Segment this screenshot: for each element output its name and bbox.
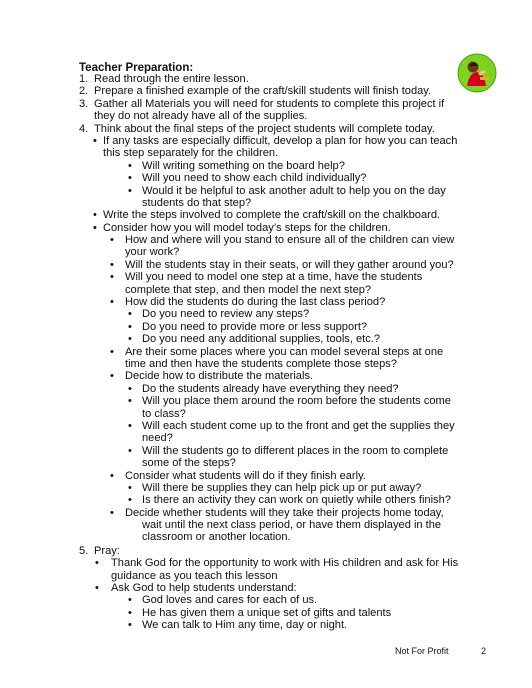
list-number: 4. [79, 122, 89, 135]
list-text: Will each student come up to the front and get the supplies they [142, 419, 455, 432]
list-text: Ask God to help students understand: [111, 582, 297, 595]
bullet-icon: • [128, 382, 132, 395]
list-item [0, 619, 532, 631]
list-item [0, 135, 532, 147]
list-item [0, 457, 532, 469]
list-text: Read through the entire lesson. [94, 73, 249, 85]
list-text: complete that step, and then model the next step? [125, 283, 372, 296]
list-item [0, 197, 532, 209]
bullet-icon: • [110, 345, 114, 358]
list-item [0, 73, 532, 85]
list-item [0, 346, 532, 358]
list-item [0, 408, 532, 420]
list-text: If any tasks are especially difficult, develop a plan for how you can teach [103, 134, 458, 147]
list-text: How did the students do during the last class period? [125, 296, 386, 309]
bullet-icon: • [95, 582, 99, 595]
list-item [0, 308, 532, 320]
list-item [0, 470, 532, 482]
list-text: We can talk to Him any time, day or night. [142, 619, 348, 632]
list-item [0, 383, 532, 395]
list-text: Pray: [94, 544, 120, 557]
list-text: time and then have the students complete those steps? [125, 357, 397, 370]
instruction-list [0, 73, 532, 632]
list-text: wait until the next class period, or have them displayed in the [142, 519, 442, 532]
list-text: Write the steps involved to complete the craft/skill on the chalkboard. [103, 209, 441, 222]
bullet-icon: • [95, 557, 99, 570]
list-text: Prepare a finished example of the craft/skill students will finish today. [94, 85, 432, 98]
bullet-icon: • [128, 184, 132, 197]
list-text: God loves and cares for each of us. [142, 594, 318, 607]
bullet-icon: • [128, 419, 132, 432]
list-item [0, 395, 532, 407]
list-text: Will the students stay in their seats, or will they gather around you? [125, 258, 454, 271]
list-item [0, 582, 532, 594]
list-item [0, 110, 532, 122]
list-text: need? [142, 432, 173, 445]
bullet-icon: • [128, 333, 132, 346]
list-item [0, 246, 532, 258]
list-text: they do not already have all of the supplies. [94, 110, 308, 123]
list-item [0, 296, 532, 308]
bullet-icon: • [128, 594, 132, 607]
bullet-icon: • [110, 296, 114, 309]
list-text: classroom or another location. [142, 531, 291, 544]
list-item [0, 445, 532, 457]
list-item [0, 432, 532, 444]
list-item [0, 98, 532, 110]
list-text: He has given them a unique set of gifts and talents [142, 606, 392, 619]
bullet-icon: • [110, 234, 114, 247]
list-text: Consider how you will model today’s steps for the children. [103, 221, 391, 234]
bullet-icon: • [110, 370, 114, 383]
list-item [0, 321, 532, 333]
list-item [0, 222, 532, 234]
list-item [0, 271, 532, 283]
list-text: Will there be supplies they can help pick up or put away? [142, 481, 422, 494]
list-number: 2. [79, 85, 89, 98]
list-text: this step separately for the children. [103, 147, 279, 160]
list-text: Will you need to show each child individually? [142, 172, 367, 185]
list-text: guidance as you teach this lesson [111, 569, 278, 582]
list-item [0, 531, 532, 543]
list-text: Thank God for the opportunity to work with His children and ask for His [111, 557, 459, 570]
list-item [0, 482, 532, 494]
list-item [0, 420, 532, 432]
list-text: Will writing something on the board help? [142, 159, 345, 172]
bullet-icon: • [128, 494, 132, 507]
list-text: students do that step? [142, 196, 252, 209]
bullet-icon: • [93, 221, 97, 234]
list-item [0, 370, 532, 382]
bullet-icon: • [93, 134, 97, 147]
list-text: How and where will you stand to ensure all of the children can view [125, 234, 455, 247]
bullet-icon: • [128, 159, 132, 172]
list-item [0, 209, 532, 221]
list-item [0, 607, 532, 619]
list-text: your work? [125, 246, 180, 259]
list-text: Will you place them around the room before the students come [142, 395, 451, 408]
list-item [0, 557, 532, 569]
list-item [0, 147, 532, 159]
list-number: 3. [79, 97, 89, 110]
list-text: Are their some places where you can model several steps at one [125, 345, 444, 358]
page-number: 2 [481, 646, 487, 656]
list-text: Will you need to model one step at a time, have the students [125, 271, 423, 284]
list-text: Decide how to distribute the materials. [125, 370, 314, 383]
list-item [0, 284, 532, 296]
bullet-icon: • [110, 469, 114, 482]
bullet-icon: • [93, 209, 97, 222]
bullet-icon: • [128, 308, 132, 321]
bullet-icon: • [128, 481, 132, 494]
list-number: 5. [79, 544, 89, 557]
bullet-icon: • [128, 320, 132, 333]
list-item [0, 259, 532, 271]
list-text: Do the students already have everything they need? [142, 382, 399, 395]
list-item [0, 123, 532, 135]
list-item [0, 358, 532, 370]
list-text: Decide whether students will they take their projects home today, [125, 506, 444, 519]
bullet-icon: • [128, 172, 132, 185]
list-text: Do you need to review any steps? [142, 308, 310, 321]
footer-note: Not For Profit [395, 646, 449, 656]
bullet-icon: • [110, 258, 114, 271]
list-item [0, 172, 532, 184]
list-item [0, 519, 532, 531]
list-text: Is there an activity they can work on quietly while others finish? [142, 494, 451, 507]
list-item [0, 160, 532, 172]
list-item [0, 570, 532, 582]
page-heading: Teacher Preparation: [79, 62, 194, 74]
bullet-icon: • [128, 395, 132, 408]
list-text: to class? [142, 407, 186, 420]
bullet-icon: • [110, 271, 114, 284]
bullet-icon: • [128, 606, 132, 619]
bullet-icon: • [110, 506, 114, 519]
list-text: Do you need any additional supplies, tools, etc.? [142, 333, 381, 346]
list-item [0, 85, 532, 97]
list-text: some of the steps? [142, 457, 236, 470]
list-item [0, 333, 532, 345]
bullet-icon: • [128, 444, 132, 457]
list-number: 1. [79, 73, 89, 85]
list-text: Will the students go to different places in the room to complete [142, 444, 449, 457]
list-item [0, 185, 532, 197]
list-item [0, 494, 532, 506]
list-item [0, 594, 532, 606]
list-text: Think about the final steps of the project students will complete today. [94, 122, 435, 135]
list-item [0, 507, 532, 519]
bullet-icon: • [128, 619, 132, 632]
list-item [0, 234, 532, 246]
list-text: Gather all Materials you will need for students to complete this project if [94, 97, 445, 110]
list-text: Would it be helpful to ask another adult to help you on the day [142, 184, 446, 197]
list-text: Consider what students will do if they finish early. [125, 469, 366, 482]
list-item [0, 545, 532, 557]
list-text: Do you need to provide more or less support? [142, 320, 368, 333]
